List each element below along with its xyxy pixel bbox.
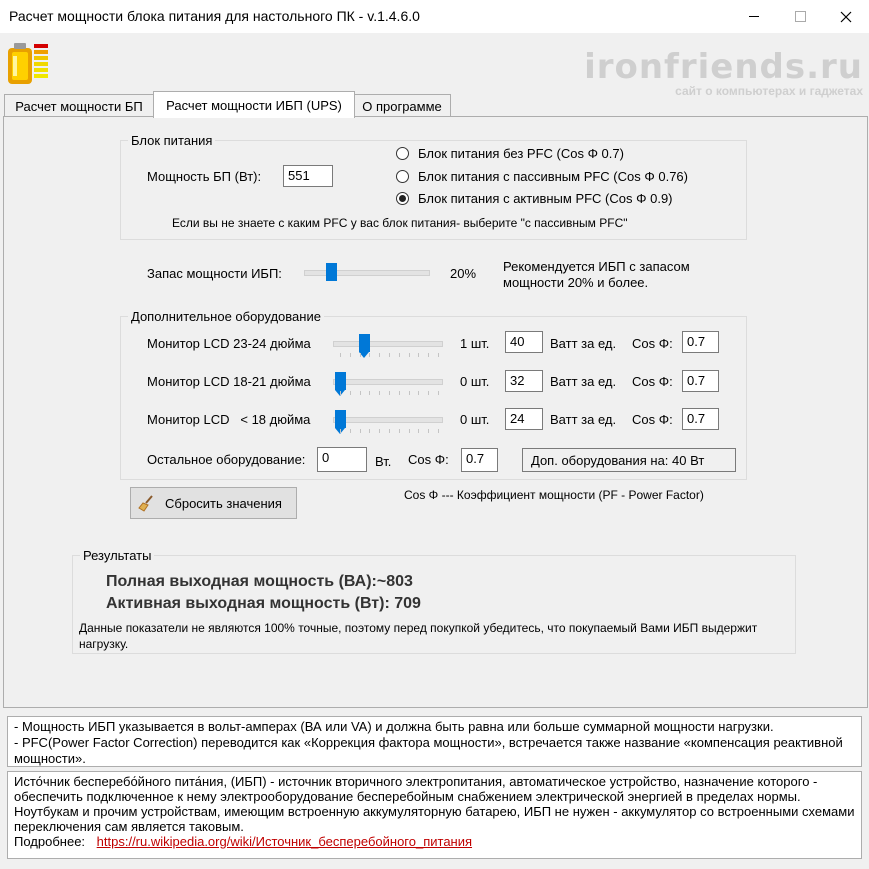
slider-tick	[428, 391, 429, 395]
full-power-row	[106, 573, 413, 591]
ups-description: Исто́чник бесперебо́йного пита́ния, (ИБП) - источник вторичного электропитания, автоматическое устройство, назначение которого - обеспечить подключенное к нему электрооборудование бесперебойным снабжением электрической энергией в пределах нормы. Ноутбукам и прочим устройствам, имеющим встроенную аккумуляторную батарею, ИБП не нужен - аккумулятор со встроенными схемами переключения сам является таковым.	[14, 774, 855, 834]
minimize-button[interactable]	[731, 0, 777, 33]
extra-total-display: Доп. оборудования на: 40 Вт	[522, 448, 736, 472]
monitor-23-count: 1 шт.	[460, 336, 490, 351]
active-power-value: 709	[394, 595, 421, 612]
slider-tick	[438, 429, 439, 433]
other-equipment-label: Остальное оборудование:	[147, 452, 306, 467]
maximize-button[interactable]	[777, 0, 823, 33]
watermark	[584, 47, 863, 98]
info-line-2: - PFC(Power Factor Correction) переводится как «Коррекция фактора мощности», встречается также название «компенсация реактивной мощности».	[14, 735, 843, 766]
monitor-small-slider-track[interactable]	[333, 417, 443, 423]
radio-active-pfc[interactable]	[396, 192, 409, 205]
window-title: Расчет мощности блока питания для настольного ПК - v.1.4.6.0	[9, 8, 420, 24]
other-equipment-input[interactable]: 0	[317, 447, 367, 472]
psu-group-title: Блок питания	[128, 133, 215, 148]
slider-tick	[360, 429, 361, 433]
monitor-small-cos-label: Cos Φ:	[632, 412, 673, 427]
reset-button[interactable]	[130, 487, 297, 519]
slider-tick	[438, 353, 439, 357]
info-box	[7, 716, 862, 767]
other-cos-input[interactable]: 0.7	[461, 448, 498, 472]
slider-tick	[399, 391, 400, 395]
active-power-label: Активная выходная мощность (Вт):	[106, 595, 390, 612]
monitor-18-cos-label: Cos Φ:	[632, 374, 673, 389]
full-power-label: Полная выходная мощность (ВА):~	[106, 573, 387, 590]
radio-passive-pfc-label[interactable]: Блок питания с пассивным PFC (Cos Φ 0.76)	[418, 169, 688, 184]
monitor-small-count: 0 шт.	[460, 412, 490, 427]
slider-tick	[379, 391, 380, 395]
close-button[interactable]	[823, 0, 869, 33]
slider-tick	[409, 353, 410, 357]
radio-no-pfc[interactable]	[396, 147, 409, 160]
reset-button-label: Сбросить значения	[165, 495, 282, 511]
pfc-hint: Если вы не знаете с каким PFC у вас блок питания- выберите "с пассивным PFC"	[172, 216, 628, 230]
monitor-23-slider-track[interactable]	[333, 341, 443, 347]
reserve-value: 20%	[450, 266, 477, 281]
psu-power-label: Мощность БП (Вт):	[147, 169, 262, 184]
slider-tick	[340, 391, 341, 395]
monitor-18-watt-input[interactable]: 32	[505, 370, 543, 392]
results-title: Результаты	[80, 548, 154, 563]
radio-active-pfc-label[interactable]: Блок питания с активным PFC (Cos Φ 0.9)	[418, 191, 673, 206]
slider-tick	[399, 353, 400, 357]
wikipedia-link[interactable]: https://ru.wikipedia.org/wiki/Источник_бесперебойного_питания	[96, 834, 473, 849]
monitor-small-slider-thumb[interactable]	[335, 410, 346, 428]
watermark-site: ironfriends.ru	[584, 47, 863, 87]
cos-note: Cos Φ --- Коэффициент мощности (PF - Power Factor)	[404, 488, 704, 502]
ups-description-box	[7, 771, 862, 859]
psu-power-input[interactable]: 551	[283, 165, 333, 187]
monitor-small-cos-input[interactable]: 0.7	[682, 408, 719, 430]
slider-tick	[350, 429, 351, 433]
results-note: Данные показатели не являются 100% точные, поэтому перед покупкой убедитесь, что покупаемый Вами ИБП выдержит нагрузку.	[79, 621, 758, 651]
slider-tick	[369, 391, 370, 395]
slider-tick	[389, 429, 390, 433]
monitor-23-cos-input[interactable]: 0.7	[682, 331, 719, 353]
slider-tick	[340, 429, 341, 433]
slider-tick	[379, 353, 380, 357]
slider-tick	[340, 353, 341, 357]
monitor-23-cos-label: Cos Φ:	[632, 336, 673, 351]
reserve-slider-thumb[interactable]	[326, 263, 337, 281]
monitor-small-unit-label: Ватт за ед.	[550, 412, 617, 427]
extra-group-title: Дополнительное оборудование	[128, 309, 324, 324]
more-label: Подробнее:	[14, 834, 86, 849]
monitor-23-unit-label: Ватт за ед.	[550, 336, 617, 351]
tab-about[interactable]: О программе	[353, 94, 451, 117]
radio-no-pfc-label[interactable]: Блок питания без PFC (Cos Φ 0.7)	[418, 146, 624, 161]
monitor-18-count: 0 шт.	[460, 374, 490, 389]
slider-tick	[428, 353, 429, 357]
monitor-18-slider-thumb[interactable]	[335, 372, 346, 390]
maximize-icon	[795, 11, 806, 22]
slider-tick	[438, 391, 439, 395]
other-cos-label: Cos Φ:	[408, 452, 449, 467]
monitor-23-slider-thumb[interactable]	[359, 334, 370, 352]
reserve-recommendation: Рекомендуется ИБП с запасом мощности 20% и более.	[503, 259, 690, 290]
watermark-tagline: сайт о компьютерах и гаджетах	[675, 84, 863, 98]
title-bar	[0, 0, 869, 33]
monitor-small-label: Монитор LCD < 18 дюйма	[147, 412, 311, 427]
tab-ups[interactable]: Расчет мощности ИБП (UPS)	[153, 91, 355, 118]
radio-passive-pfc[interactable]	[396, 170, 409, 183]
tab-psu[interactable]: Расчет мощности БП	[4, 94, 154, 117]
slider-tick	[418, 353, 419, 357]
slider-tick	[399, 429, 400, 433]
monitor-18-cos-input[interactable]: 0.7	[682, 370, 719, 392]
slider-tick	[350, 391, 351, 395]
slider-tick	[418, 391, 419, 395]
battery-logo-icon	[4, 40, 52, 86]
slider-tick	[389, 391, 390, 395]
broom-icon	[138, 494, 156, 512]
slider-tick	[360, 353, 361, 357]
slider-tick	[350, 353, 351, 357]
reserve-slider-track[interactable]	[304, 270, 430, 276]
monitor-23-label: Монитор LCD 23-24 дюйма	[147, 336, 311, 351]
minimize-icon	[749, 16, 759, 17]
slider-tick	[369, 429, 370, 433]
monitor-small-watt-input[interactable]: 24	[505, 408, 543, 430]
monitor-18-label: Монитор LCD 18-21 дюйма	[147, 374, 311, 389]
monitor-18-slider-track[interactable]	[333, 379, 443, 385]
slider-tick	[409, 391, 410, 395]
slider-tick	[360, 391, 361, 395]
slider-tick	[389, 353, 390, 357]
other-equipment-unit: Вт.	[375, 454, 392, 469]
monitor-18-unit-label: Ватт за ед.	[550, 374, 617, 389]
full-power-value: 803	[386, 573, 413, 590]
monitor-23-watt-input[interactable]: 40	[505, 331, 543, 353]
slider-tick	[379, 429, 380, 433]
close-icon	[840, 11, 852, 23]
info-line-1: - Мощность ИБП указывается в вольт-амперах (ВА или VA) и должна быть равна или больше суммарной мощности нагрузки.	[14, 719, 774, 734]
slider-tick	[418, 429, 419, 433]
active-power-row	[106, 595, 421, 613]
reserve-label: Запас мощности ИБП:	[147, 266, 282, 281]
slider-tick	[409, 429, 410, 433]
slider-tick	[369, 353, 370, 357]
slider-tick	[428, 429, 429, 433]
